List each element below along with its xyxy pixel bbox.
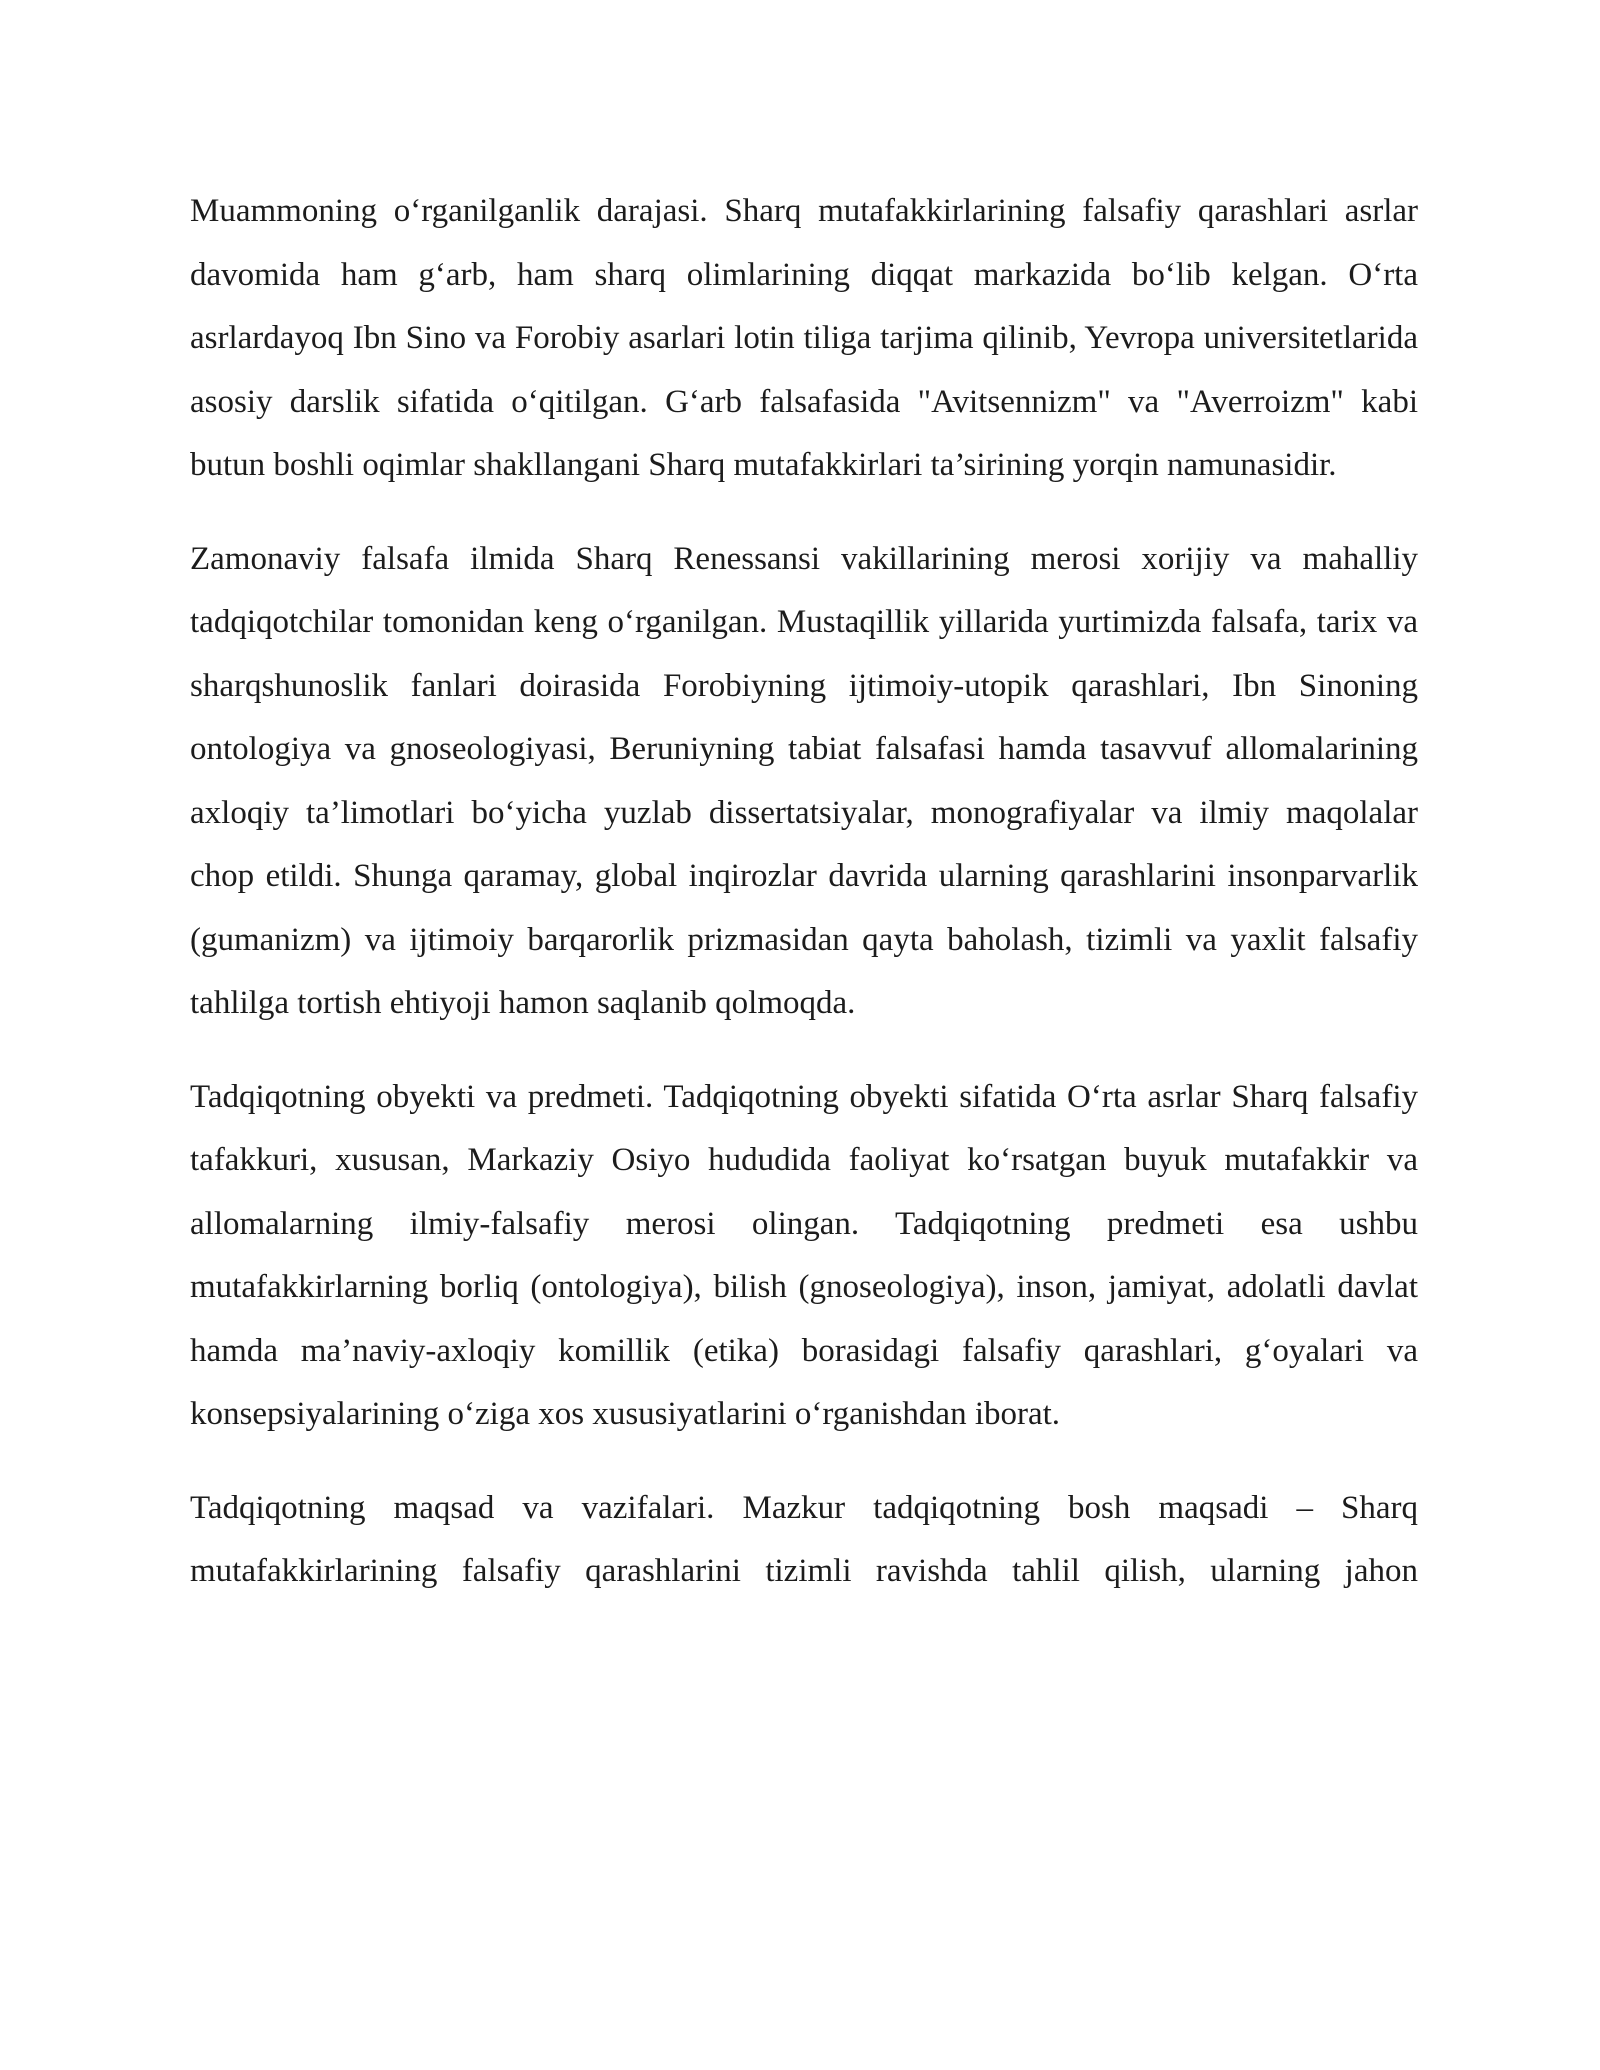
- paragraph-goals-tasks: Tadqiqotning maqsad va vazifalari. Mazkur tadqiqotning bosh maqsadi – Sharq mutafakkirlarining falsafiy qarashlarini tizimli ravishda tahlil qilish, ularning jahon: [190, 1489, 1418, 1589]
- paragraph-object-subject: Tadqiqotning obyekti va predmeti. Tadqiqotning obyekti sifatida O‘rta asrlar Sharq falsafiy tafakkuri, xususan, Markaziy Osiyo hududida faoliyat ko‘rsatgan buyuk mutafakkir va allomalarning ilmiy-falsafiy merosi olingan. Tadqiqotning predmeti esa ushbu mutafakkirlarning borliq (ontologiya), bilish (gnoseologiya), inson, jamiyat, adolatli davlat hamda ma’naviy-axloqiy komillik (etika) borasidagi falsafiy qarashlari, g‘oyalari va konsepsiyalarining o‘ziga xos xususiyatlarini o‘rganishdan iborat.: [190, 1078, 1418, 1432]
- paragraph-modern-research: Zamonaviy falsafa ilmida Sharq Renessansi vakillarining merosi xorijiy va mahalliy tadqiqotchilar tomonidan keng o‘rganilgan. Mustaqillik yillarida yurtimizda falsafa, tarix va sharqshunoslik fanlari doirasida Forobiyning ijtimoiy-utopik qarashlari, Ibn Sinoning ontologiya va gnoseologiyasi, Beruniyning tabiat falsafasi hamda tasavvuf allomalarining axloqiy ta’limotlari bo‘yicha yuzlab dissertatsiyalar, monografiyalar va ilmiy maqolalar chop etildi. Shunga qaramay, global inqirozlar davrida ularning qarashlarini insonparvarlik (gumanizm) va ijtimoiy barqarorlik prizmasidan qayta baholash, tizimli va yaxlit falsafiy tahlilga tortish ehtiyoji hamon saqlanib qolmoqda.: [190, 540, 1418, 1021]
- document-body: [190, 180, 1418, 1634]
- paragraph-literature-review: Muammoning o‘rganilganlik darajasi. Sharq mutafakkirlarining falsafiy qarashlari asrlar davomida ham g‘arb, ham sharq olimlarining diqqat markazida bo‘lib kelgan. O‘rta asrlardayoq Ibn Sino va Forobiy asarlari lotin tiliga tarjima qilinib, Yevropa universitetlarida asosiy darslik sifatida o‘qitilgan. G‘arb falsafasida "Avitsennizm" va "Averroizm" kabi butun boshli oqimlar shakllangani Sharq mutafakkirlari ta’sirining yorqin namunasidir.: [190, 193, 1418, 483]
